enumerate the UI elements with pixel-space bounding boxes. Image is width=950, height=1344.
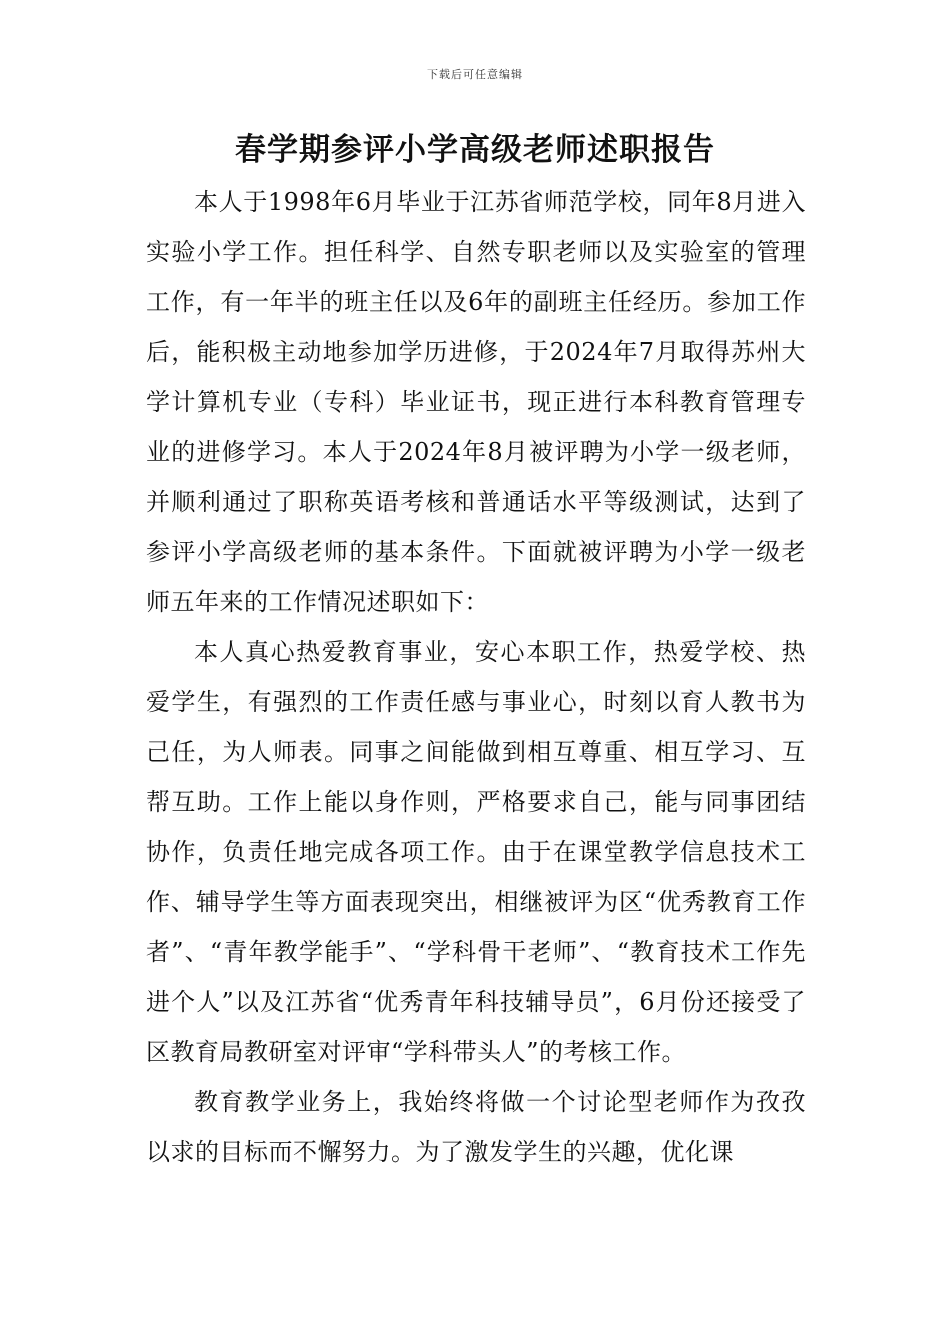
- paragraph-1: 本人于1998年6月毕业于江苏省师范学校，同年8月进入实验小学工作。担任科学、自然专职老师以及实验室的管理工作，有一年半的班主任以及6年的副班主任经历。参加工作后，能积极主动地参加学历进修，于2024年7月取得苏州大学计算机专业（专科）毕业证书，现正进行本科教育管理专业的进修学习。本人于2024年8月被评聘为小学一级老师，并顺利通过了职称英语考核和普通话水平等级测试，达到了参评小学高级老师的基本条件。下面就被评聘为小学一级老师五年来的工作情况述职如下：: [146, 188, 806, 616]
- paragraph-2: 本人真心热爱教育事业，安心本职工作，热爱学校、热爱学生，有强烈的工作责任感与事业心，时刻以育人教书为己任，为人师表。同事之间能做到相互尊重、相互学习、互帮互助。工作上能以身作则，严格要求自己，能与同事团结协作，负责任地完成各项工作。由于在课堂教学信息技术工作、辅导学生等方面表现突出，相继被评为区“优秀教育工作者”、“青年教学能手”、“学科骨干老师”、“教育技术工作先进个人”以及江苏省“优秀青年科技辅导员”，6月份还接受了区教育局教研室对评审“学科带头人”的考核工作。: [146, 638, 806, 1066]
- paragraph-3: 教育教学业务上，我始终将做一个讨论型老师作为孜孜以求的目标而不懈努力。为了激发学生的兴趣，优化课: [146, 1088, 806, 1166]
- header-note: 下载后可任意编辑: [427, 68, 523, 81]
- document-body: [146, 177, 806, 1177]
- document-title: 春学期参评小学高级老师述职报告: [235, 132, 715, 168]
